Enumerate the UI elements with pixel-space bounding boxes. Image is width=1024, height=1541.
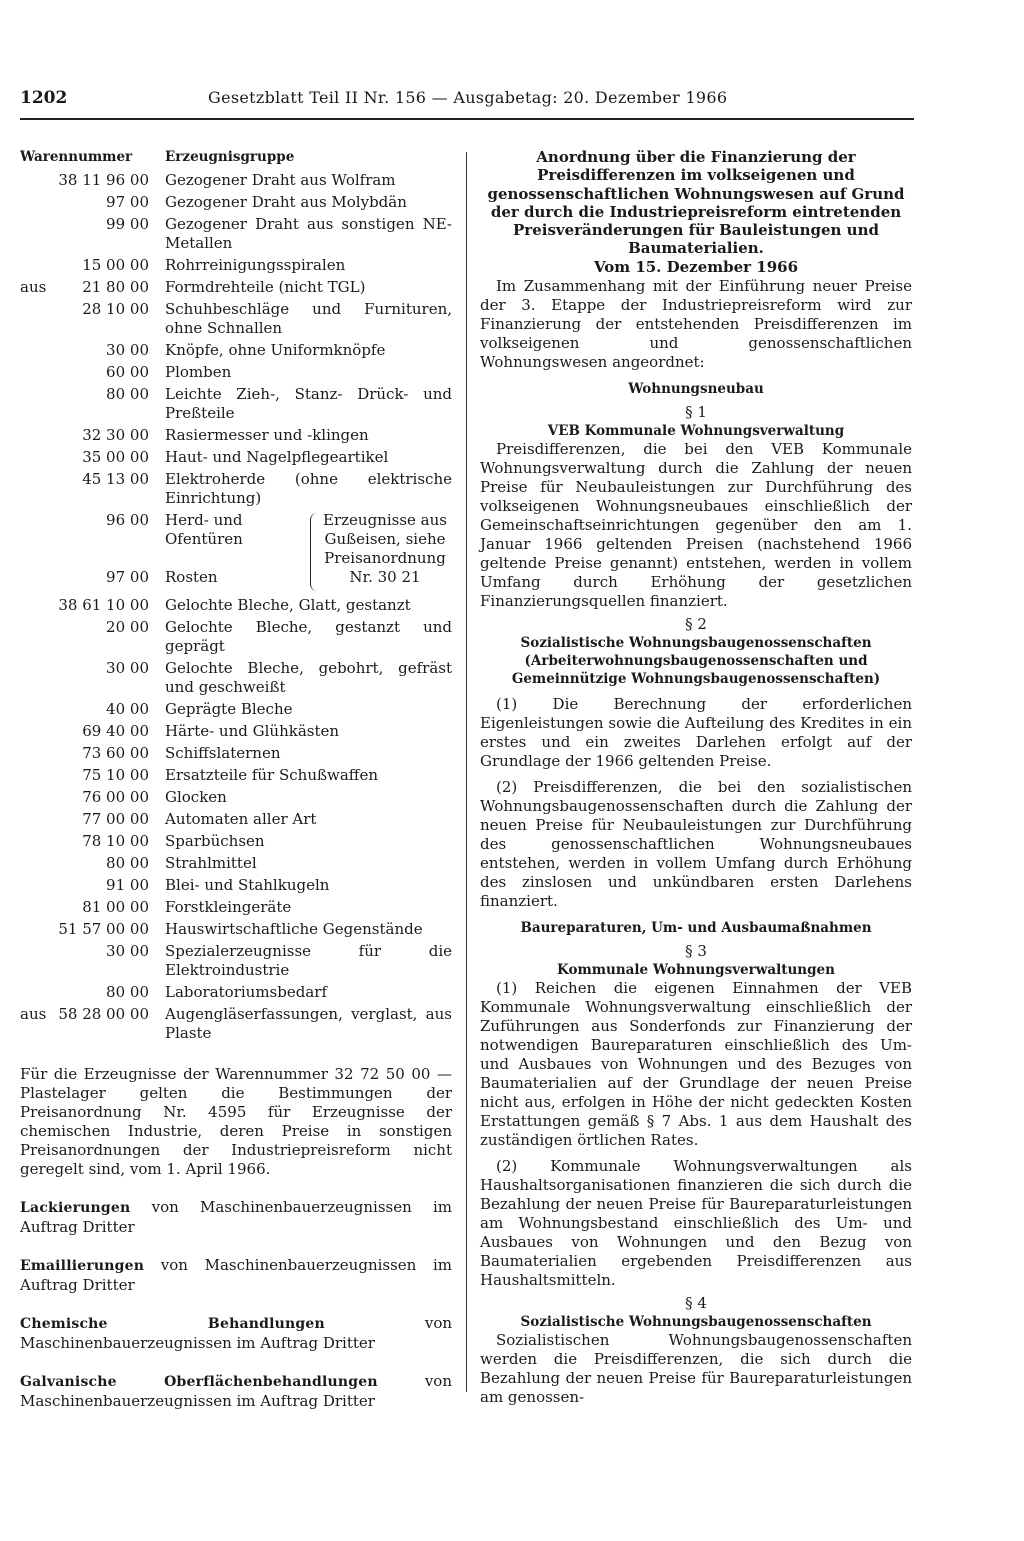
section-1-number: § 1 — [685, 402, 707, 421]
row-code: 76 00 00 — [82, 788, 149, 806]
section-3-title: Kommunale Wohnungsverwaltungen — [557, 961, 835, 978]
page-header — [20, 88, 914, 118]
row-description: Strahlmittel — [165, 854, 257, 872]
heading-wohnungsneubau: Wohnungsneubau — [628, 380, 764, 397]
regulation-date: Vom 15. Dezember 1966 — [593, 257, 799, 276]
regulation-title: Anordnung über die Finanzierung der Preisdifferenzen im volkseigenen und genossenschaftlichen Wohnungswesen auf Grund der durch die Industriepreisreform eintretenden Preisveränderungen für Bauleistungen und Baumaterialien. — [487, 148, 905, 258]
running-title: Gesetzblatt Teil II Nr. 156 — Ausgabetag: 20. Dezember 1966 — [208, 88, 728, 107]
heading-baureparaturen: Baureparaturen, Um- und Ausbaumaßnahmen — [520, 919, 872, 936]
item-text: von Maschinenbauerzeugnissen im Auftrag Dritter — [20, 1372, 452, 1410]
table-row-group — [20, 511, 452, 593]
brace — [310, 513, 317, 591]
table-row — [20, 983, 452, 1002]
row-code: 80 00 — [106, 854, 149, 872]
row-description: Ersatzteile für Schußwaffen — [165, 766, 378, 784]
section-4-title: Sozialistische Wohnungsbaugenossenschaften — [520, 1313, 872, 1330]
item-text: von Maschinenbauerzeugnissen im Auftrag Dritter — [20, 1198, 452, 1236]
section-4-number: § 4 — [685, 1293, 707, 1312]
service-list — [20, 1198, 452, 1411]
table-row — [20, 1005, 452, 1043]
row-code: 30 00 — [106, 341, 149, 359]
row-code: 38 61 10 00 — [58, 596, 149, 614]
row-description: Blei- und Stahlkugeln — [165, 876, 330, 894]
row-code: 97 00 — [106, 568, 149, 586]
section-2-paragraph-1: (1) Die Berechnung der erforderlichen Eigenleistungen sowie die Aufteilung des Kredites in ein erstes und ein zweites Darlehen erfolgt auf der Grundlage der 1966 geltenden Preise. — [480, 694, 912, 770]
row-code: 80 00 — [106, 385, 149, 403]
row-code: 91 00 — [106, 876, 149, 894]
table-row — [20, 385, 452, 423]
row-description: Geprägte Bleche — [165, 700, 293, 718]
row-prefix: aus — [20, 278, 47, 296]
row-description: Rosten — [165, 568, 218, 586]
list-item — [20, 1372, 452, 1411]
row-description: Automaten aller Art — [165, 810, 317, 828]
row-code: 78 10 00 — [82, 832, 149, 850]
item-text: von Maschinenbauerzeugnissen im Auftrag Dritter — [20, 1314, 453, 1352]
section-3-number: § 3 — [685, 941, 707, 960]
row-description: Hauswirtschaftliche Gegenstände — [165, 920, 423, 938]
row-description: Spezialerzeugnisse für die Elektroindustrie — [165, 942, 452, 979]
table-header-warennummer: Warennummer — [20, 149, 133, 165]
row-description: Leichte Zieh-, Stanz- Drück- und Preßteile — [165, 385, 452, 422]
row-prefix: aus — [20, 1005, 47, 1023]
product-table-continued — [20, 596, 452, 1043]
table-row — [20, 744, 452, 763]
row-description: Elektroherde (ohne elektrische Einrichtung) — [165, 470, 452, 507]
note-paragraph: Für die Erzeugnisse der Warennummer 32 72 50 00 — Plastelager gelten die Bestimmungen der Preisanordnung Nr. 4595 für Erzeugnisse der chemischen Industrie, deren Preise in sonstigen Preisanordnungen der Industriepreisreform nicht geregelt sind, vom 1. April 1966. — [20, 1065, 452, 1178]
item-text: von Maschinenbauerzeugnissen im Auftrag Dritter — [20, 1256, 452, 1294]
table-row — [20, 363, 452, 382]
table-row — [20, 920, 452, 939]
table-row — [20, 341, 452, 360]
row-code: 40 00 — [106, 700, 149, 718]
table-row — [20, 256, 452, 275]
row-code: 30 00 — [106, 942, 149, 960]
left-column — [20, 148, 452, 1411]
row-description: Gezogener Draht aus sonstigen NE-Metallen — [165, 215, 452, 252]
row-code: 32 30 00 — [82, 426, 149, 444]
table-row — [20, 215, 452, 253]
row-code: 51 57 00 00 — [58, 920, 149, 938]
list-item — [20, 1198, 452, 1237]
row-description: Haut- und Nagelpflegeartikel — [165, 448, 389, 466]
row-description: Gelochte Bleche, Glatt, gestanzt — [165, 596, 411, 614]
row-code: 81 00 00 — [82, 898, 149, 916]
column-divider — [466, 152, 467, 1392]
row-code: 15 00 00 — [82, 256, 149, 274]
section-1-title: VEB Kommunale Wohnungsverwaltung — [547, 422, 845, 439]
item-lead: Emaillierungen — [20, 1258, 145, 1274]
table-row — [20, 448, 452, 467]
row-code: 21 80 00 — [82, 278, 149, 296]
table-row — [20, 700, 452, 719]
item-lead: Lackierungen — [20, 1200, 131, 1216]
table-row — [20, 788, 452, 807]
row-description: Schiffslaternen — [165, 744, 281, 762]
group-note: Erzeugnisse aus Gußeisen, siehe Preisanordnung Nr. 30 21 — [323, 511, 447, 586]
row-code: 96 00 — [106, 511, 149, 529]
product-table — [20, 171, 452, 508]
row-code: 45 13 00 — [82, 470, 149, 488]
row-code: 99 00 — [106, 215, 149, 233]
row-description: Laboratoriumsbedarf — [165, 983, 328, 1001]
row-code: 97 00 — [106, 193, 149, 211]
row-code: 77 00 00 — [82, 810, 149, 828]
row-code: 69 40 00 — [82, 722, 149, 740]
right-column — [480, 148, 912, 1407]
header-rule — [20, 118, 914, 120]
row-code: 20 00 — [106, 618, 149, 636]
row-code: 75 10 00 — [82, 766, 149, 784]
row-description: Formdrehteile (nicht TGL) — [165, 278, 366, 296]
table-row — [20, 876, 452, 895]
item-lead: Chemische Behandlungen — [20, 1316, 325, 1332]
table-row — [20, 596, 452, 615]
section-3-paragraph-1: (1) Reichen die eigenen Einnahmen der VEB Kommunale Wohnungsverwaltung einschließlich der Zuführungen aus Sonderfonds zur Finanzierung der notwendigen Baureparaturen einschließlich des Um- und Ausbaues von Wohnungen und des Bezuges von Baumaterialien auf der Grundlage der neuen Preise nicht aus, erfolgen in Höhe der nicht gedeckten Kosten Erstattungen gemäß § 7 Abs. 1 aus dem Haushalt des zuständigen örtlichen Rates. — [480, 978, 912, 1149]
list-item — [20, 1314, 452, 1353]
row-description: Sparbüchsen — [165, 832, 265, 850]
row-description: Gelochte Bleche, gestanzt und geprägt — [165, 618, 452, 655]
row-code: 58 28 00 00 — [58, 1005, 149, 1023]
list-item — [20, 1256, 452, 1295]
row-code: 28 10 00 — [82, 300, 149, 318]
table-row — [20, 898, 452, 917]
intro-paragraph: Im Zusammenhang mit der Einführung neuer Preise der 3. Etappe der Industriepreisreform wird zur Finanzierung der entstehenden Preisdifferenzen im volkseigenen und genossenschaftlichen Wohnungswesen angeordnet: — [480, 276, 912, 371]
table-row — [20, 942, 452, 980]
row-description: Forstkleingeräte — [165, 898, 292, 916]
table-row — [20, 300, 452, 338]
row-description: Herd- und Ofentüren — [165, 511, 243, 548]
row-description: Gelochte Bleche, gebohrt, gefräst und geschweißt — [165, 659, 452, 696]
table-row — [20, 171, 452, 190]
row-code: 80 00 — [106, 983, 149, 1001]
table-row — [20, 832, 452, 851]
row-description: Schuhbeschläge und Furnituren, ohne Schnallen — [165, 300, 452, 337]
row-description: Plomben — [165, 363, 232, 381]
row-description: Gezogener Draht aus Molybdän — [165, 193, 407, 211]
table-row — [20, 659, 452, 697]
table-row — [20, 278, 452, 297]
row-code: 35 00 00 — [82, 448, 149, 466]
row-code: 30 00 — [106, 659, 149, 677]
row-description: Rohrreinigungsspiralen — [165, 256, 346, 274]
section-2-title: Sozialistische Wohnungsbaugenossenschaften (Arbeiterwohnungsbaugenossenschaften und Gemeinnützige Wohnungsbaugenossenschaften) — [511, 634, 881, 687]
row-code: 60 00 — [106, 363, 149, 381]
table-row — [20, 426, 452, 445]
row-code: 38 11 96 00 — [58, 171, 149, 189]
page-number: 1202 — [20, 88, 68, 108]
section-2-number: § 2 — [685, 614, 707, 633]
table-row — [20, 618, 452, 656]
table-row — [20, 470, 452, 508]
item-lead: Galvanische Oberflächenbehandlungen — [20, 1374, 378, 1390]
section-2-paragraph-2: (2) Preisdifferenzen, die bei den sozialistischen Wohnungsbaugenossenschaften durch die Zahlung der neuen Preise für Neubauleistungen zur Durchführung des genossenschaftlichen Wohnungsneubaues entstehen, werden in vollem Umfang durch Erhöhung des zinslosen und unkündbaren ersten Darlehens finanziert. — [480, 777, 912, 910]
row-description: Glocken — [165, 788, 227, 806]
table-header — [20, 148, 452, 168]
row-description: Gezogener Draht aus Wolfram — [165, 171, 396, 189]
table-header-erzeugnisgruppe: Erzeugnisgruppe — [165, 149, 295, 165]
section-3-paragraph-2: (2) Kommunale Wohnungsverwaltungen als Haushaltsorganisationen finanzieren die sich durch die Bezahlung der neuen Preise für Baureparaturleistungen am Wohnungsbestand einschließlich des Um- und Ausbaues von Wohnungen und den Bezug von Baumaterialien ergebenden Preisdifferenzen aus Haushaltsmitteln. — [480, 1156, 912, 1289]
section-4-text: Sozialistischen Wohnungsbaugenossenschaften werden die Preisdifferenzen, die sich durch die Bezahlung der neuen Preise für Baureparaturleistungen am genossen- — [480, 1330, 912, 1406]
row-description: Härte- und Glühkästen — [165, 722, 340, 740]
table-row — [20, 766, 452, 785]
table-row — [20, 810, 452, 829]
row-description: Augengläserfassungen, verglast, aus Plaste — [165, 1005, 452, 1042]
row-description: Knöpfe, ohne Uniformknöpfe — [165, 341, 386, 359]
section-1-text: Preisdifferenzen, die bei den VEB Kommunale Wohnungsverwaltung durch die Zahlung der neuen Preise für Neubauleistungen zur Durchführung des volkseigenen Wohnungsneubaues einschließlich der Gemeinschaftseinrichtungen gegenüber den am 1. Januar 1966 geltenden Preisen (nachstehend 1966 geltende Preise genannt) entstehen, werden in vollem Umfang durch Erhöhung der gesetzlichen Finanzierungsquellen finanziert. — [480, 439, 912, 610]
table-row — [20, 193, 452, 212]
table-row — [20, 854, 452, 873]
row-code: 73 60 00 — [82, 744, 149, 762]
row-description: Rasiermesser und -klingen — [165, 426, 369, 444]
table-row — [20, 722, 452, 741]
